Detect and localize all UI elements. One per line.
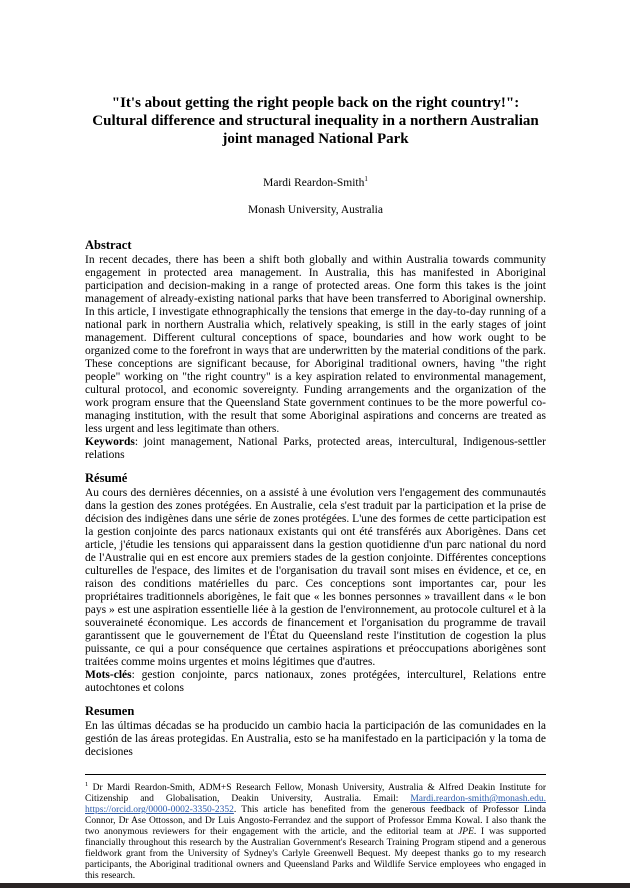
footnote-text-1: Dr Mardi Reardon-Smith, ADM+S Research Fellow, Monash University, Australia & Alfred Deakin Institute for Citizenship and Globalisation, Deakin University, Australia. Email: — [85, 783, 546, 804]
footnote-marker: 1 — [85, 780, 89, 788]
resumen-body: En las últimas décadas se ha producido un cambio hacia la participación de las comunidades en la gestión de las áreas protegidas. En Australia, esto se ha manifestado en la participación y la toma de decisiones — [85, 720, 546, 758]
resume-body: Au cours des dernières décennies, on a assisté à une évolution vers l'engagement des communautés dans la gestion des zones protégées. En Australie, cela s'est traduit par la participation et la prise de décision des indigènes dans une série de zones protégées. L'une des formes de cette participation est la gestion conjointe des parcs nationaux existants qui ont été transférés aux Aborigènes. Dans cet article, j'étudie les tensions qui apparaissent dans la gestion quotidienne d'un parc national du nord de l'Australie qui en est encore aux premiers stades de la gestion conjointe. Différentes conceptions culturelles de l'espace, des limites et de l'organisation du travail sont mises en évidence, et ce, en raison des conditions matérielles du parc. Ces conceptions sont importantes car, pour les propriétaires traditionnels aborigènes, le fait que « les bonnes personnes » travaillent dans « le bon pays » est une aspiration essentielle liée à la gestion de l'environnement, au protocole culturel et à la souveraineté économique. Les accords de financement et l'organisation du programme de travail garantissent que le gouvernement de l'État du Queensland reste l'institution de cogestion la plus puissante, ce qui a pour conséquence que certaines aspirations et préoccupations aborigènes sont traitées comme moins urgentes et moins légitimes que d'autres. — [85, 487, 546, 668]
footnote-text-2: . This article has benefited from the generous feedback of Professor Linda Connor, Dr Ase Ottosson, and Dr Luis Angosto-Ferrandez and the support of Professor Emma Kowal. I also thank the two anonymous reviewers for their engagement with the article, and the editorial team at — [85, 805, 546, 837]
resume-section — [85, 471, 546, 695]
email-link[interactable]: Mardi.reardon-smith@monash.edu. — [410, 794, 546, 804]
footnote — [85, 780, 547, 882]
abstract-keywords-line — [85, 436, 546, 462]
orcid-link[interactable]: https://orcid.org/0000-0002-3350-2352 — [85, 805, 234, 815]
resume-keywords-line — [85, 669, 546, 695]
footnote-separator-line — [85, 774, 546, 775]
resumen-section — [85, 704, 546, 759]
page-content — [85, 0, 546, 882]
author-name: Mardi Reardon-Smith — [263, 177, 365, 189]
author-line — [85, 177, 546, 190]
keywords-text: : joint management, National Parks, protected areas, intercultural, Indigenous-settler relations — [85, 436, 546, 461]
resume-heading: Résumé — [85, 471, 128, 485]
keywords-label: Keywords — [85, 436, 135, 448]
resumen-heading: Resumen — [85, 704, 135, 718]
mots-cles-label: Mots-clés — [85, 669, 132, 681]
paper-title: "It's about getting the right people back on the right country!": Cultural difference and structural inequality in a northern Australian joint managed National Park — [92, 95, 539, 147]
footnote-text-3: . I was supported financially throughout this research by the Australian Government's Research Training Program stipend and a generous fieldwork grant from the University of Sydney's Carlyle Greenwell Bequest. My deepest thanks go to my research participants, the Aboriginal traditional owners and Queensland Parks and Wildlife Service employees who engaged in this research. — [85, 827, 547, 881]
page-bottom-edge-bar — [0, 883, 630, 888]
author-footnote-marker: 1 — [364, 175, 368, 184]
journal-abbreviation: JPE — [458, 827, 474, 837]
author-affiliation: Monash University, Australia — [247, 204, 383, 216]
abstract-section — [85, 238, 546, 462]
mots-cles-text: : gestion conjointe, parcs nationaux, zones protégées, interculturel, Relations entre autochtones et colons — [85, 669, 546, 694]
abstract-body: In recent decades, there has been a shift both globally and within Australia towards community engagement in protected area management. In Australia, this has manifested in Aboriginal participation and decision-making in a range of protected areas. One form this takes is the joint management of already-existing national parks that have been transferred to Aboriginal ownership. In this article, I investigate ethnographically the tensions that emerge in the day-to-day running of a national park in northern Australia which, relatively speaking, is still in the early stages of joint management. Different cultural conceptions of space, boundaries and how work ought to be organized come to the forefront in ways that are underwritten by the material conditions of the park. These conceptions are significant because, for Aboriginal traditional owners, having "the right people" working on "the right country" is a key aspiration related to environmental management, cultural protocol, and economic sovereignty. Funding arrangements and the organization of the work program ensure that the Queensland State government continues to be the more powerful co-managing institution, with the result that some Aboriginal aspirations and concerns are treated as less urgent and less legitimate than others. — [85, 254, 546, 435]
abstract-heading: Abstract — [85, 238, 132, 252]
